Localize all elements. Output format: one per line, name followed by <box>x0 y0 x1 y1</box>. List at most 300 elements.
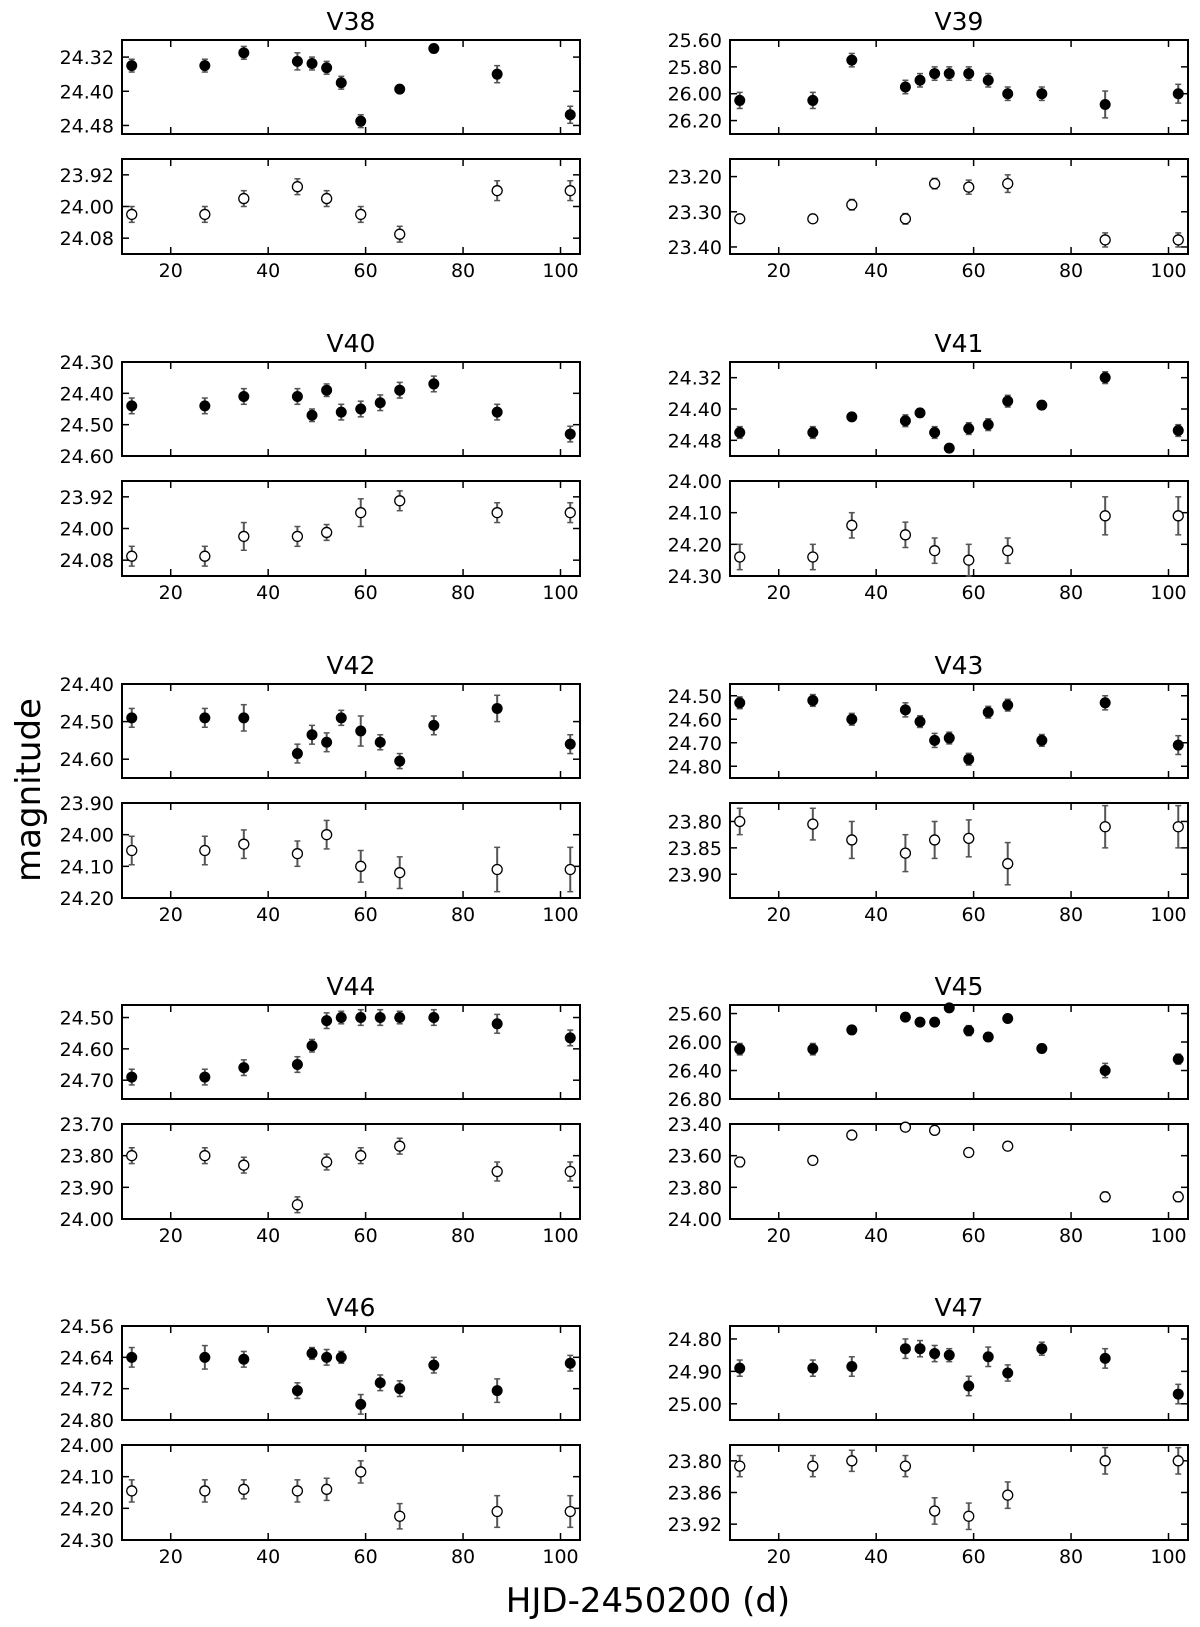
data-point <box>127 1352 137 1362</box>
data-point <box>200 61 210 71</box>
y-tick-label: 24.60 <box>59 749 114 772</box>
x-tick-label: 80 <box>1058 904 1084 926</box>
data-point <box>239 391 249 401</box>
data-point <box>1100 1456 1110 1466</box>
x-tick-label: 20 <box>158 1546 183 1568</box>
data-point <box>492 186 502 196</box>
panels-group <box>60 7 1188 1568</box>
data-point <box>1173 1192 1183 1202</box>
plot-frame <box>122 684 580 778</box>
y-tick-label: 26.80 <box>667 1089 722 1111</box>
y-tick-label: 24.20 <box>59 888 114 910</box>
data-point <box>127 1486 137 1496</box>
data-point <box>900 705 910 715</box>
data-point <box>808 1044 818 1054</box>
y-tick-label: 24.00 <box>59 196 114 219</box>
y-tick-label: 23.80 <box>667 1177 722 1200</box>
plot-frame <box>122 362 580 456</box>
y-tick-label: 24.80 <box>59 1410 114 1432</box>
data-point <box>1003 396 1013 406</box>
data-point <box>292 1200 302 1210</box>
data-point <box>1173 89 1183 99</box>
data-point <box>900 1344 910 1354</box>
data-point <box>808 1155 818 1165</box>
x-tick-label: 100 <box>542 904 579 926</box>
data-point <box>200 551 210 561</box>
data-point <box>336 1013 346 1023</box>
x-tick-label: 20 <box>158 904 183 926</box>
y-tick-label: 24.90 <box>667 1361 722 1384</box>
data-point <box>930 1125 940 1135</box>
data-point <box>395 1013 405 1023</box>
data-point <box>395 229 405 239</box>
data-point <box>565 186 575 196</box>
data-point <box>239 1063 249 1073</box>
data-point <box>492 407 502 417</box>
x-tick-label: 60 <box>353 904 378 926</box>
data-point <box>239 839 249 849</box>
panel-top-v40 <box>60 352 580 468</box>
chart-title-v40: V40 <box>326 329 376 358</box>
data-point <box>1100 698 1110 708</box>
data-point <box>1100 99 1110 109</box>
y-tick-label: 24.60 <box>59 1038 114 1061</box>
data-point <box>735 816 745 826</box>
x-tick-label: 80 <box>1058 260 1084 282</box>
data-point <box>1100 822 1110 832</box>
data-point <box>375 398 385 408</box>
chart-title-v43: V43 <box>934 651 984 680</box>
data-point <box>915 717 925 727</box>
data-point <box>307 730 317 740</box>
data-point <box>735 1461 745 1471</box>
data-point <box>847 1362 857 1372</box>
x-tick-label: 60 <box>353 582 378 604</box>
data-point <box>808 95 818 105</box>
y-tick-label: 24.32 <box>59 47 114 70</box>
y-tick-label: 24.60 <box>59 446 114 468</box>
plot-frame <box>122 1005 580 1099</box>
y-tick-label: 24.10 <box>59 1466 114 1489</box>
data-point <box>322 1352 332 1362</box>
y-tick-label: 24.20 <box>59 1498 114 1521</box>
data-point <box>292 1486 302 1496</box>
y-tick-label: 23.90 <box>667 864 722 887</box>
data-point <box>239 713 249 723</box>
data-point <box>930 1506 940 1516</box>
x-tick-label: 20 <box>766 582 791 604</box>
y-tick-label: 24.08 <box>59 228 114 251</box>
data-point <box>847 1456 857 1466</box>
data-point <box>375 737 385 747</box>
y-tick-label: 24.60 <box>667 709 722 732</box>
data-point <box>292 849 302 859</box>
data-point <box>429 1360 439 1370</box>
data-point <box>239 1484 249 1494</box>
x-tick-label: 80 <box>450 260 476 282</box>
data-point <box>395 756 405 766</box>
x-tick-label: 80 <box>1058 582 1084 604</box>
data-point <box>1100 511 1110 521</box>
plot-frame <box>730 803 1188 898</box>
data-point <box>565 1167 575 1177</box>
data-point <box>127 846 137 856</box>
data-point <box>292 749 302 759</box>
x-tick-label: 100 <box>542 1225 579 1247</box>
data-point <box>900 1461 910 1471</box>
x-tick-label: 80 <box>1058 1225 1084 1247</box>
y-tick-label: 24.00 <box>59 518 114 541</box>
x-tick-label: 100 <box>542 1546 579 1568</box>
data-point <box>964 754 974 764</box>
x-tick-label: 60 <box>961 260 986 282</box>
y-tick-label: 24.40 <box>59 383 114 406</box>
data-point <box>983 1032 993 1042</box>
y-tick-label: 24.40 <box>59 674 114 696</box>
data-point <box>200 713 210 723</box>
y-tick-label: 23.90 <box>59 1177 114 1200</box>
chart-title-v41: V41 <box>934 329 984 358</box>
data-point <box>322 63 332 73</box>
data-point <box>1003 700 1013 710</box>
data-point <box>1003 89 1013 99</box>
x-tick-label: 100 <box>542 582 579 604</box>
y-tick-label: 23.92 <box>59 164 114 187</box>
data-point <box>808 428 818 438</box>
plot-frame <box>730 362 1188 456</box>
data-point <box>395 1511 405 1521</box>
data-point <box>847 412 857 422</box>
data-point <box>900 214 910 224</box>
data-point <box>127 209 137 219</box>
data-point <box>735 95 745 105</box>
y-tick-label: 24.56 <box>59 1316 114 1338</box>
y-tick-label: 24.00 <box>59 824 114 847</box>
data-point <box>808 1363 818 1373</box>
y-tick-label: 23.92 <box>667 1514 722 1537</box>
data-point <box>127 713 137 723</box>
data-point <box>930 735 940 745</box>
data-point <box>944 1003 954 1013</box>
data-point <box>356 726 366 736</box>
data-point <box>1100 1192 1110 1202</box>
data-point <box>1100 235 1110 245</box>
data-point <box>492 703 502 713</box>
data-point <box>735 1044 745 1054</box>
panel-bottom-v43 <box>668 803 1188 926</box>
data-point <box>395 84 405 94</box>
chart-title-v44: V44 <box>326 972 376 1001</box>
data-point <box>322 737 332 747</box>
data-point <box>336 78 346 88</box>
data-point <box>307 1348 317 1358</box>
plot-frame <box>122 803 580 898</box>
data-point <box>200 1352 210 1362</box>
data-point <box>944 443 954 453</box>
data-point <box>356 1399 366 1409</box>
data-point <box>356 209 366 219</box>
plot-frame <box>122 481 580 576</box>
x-tick-label: 40 <box>256 582 281 604</box>
panel-top-v38 <box>60 40 580 137</box>
data-point <box>395 1384 405 1394</box>
data-point <box>322 1484 332 1494</box>
data-point <box>930 1349 940 1359</box>
data-point <box>429 44 439 54</box>
data-point <box>847 200 857 210</box>
chart-title-v39: V39 <box>934 7 984 36</box>
y-tick-label: 24.48 <box>667 430 722 453</box>
data-point <box>307 1041 317 1051</box>
data-point <box>847 1130 857 1140</box>
y-tick-label: 23.40 <box>667 1114 722 1136</box>
panel-top-v47 <box>668 1326 1188 1420</box>
data-point <box>1003 1141 1013 1151</box>
panel-top-v44 <box>60 1005 580 1099</box>
panel-bottom-v42 <box>60 793 580 926</box>
y-tick-label: 24.10 <box>667 502 722 525</box>
panel-bottom-v39 <box>668 159 1188 282</box>
data-point <box>1037 89 1047 99</box>
x-tick-label: 40 <box>864 904 889 926</box>
data-point <box>983 75 993 85</box>
data-point <box>375 1013 385 1023</box>
data-point <box>1100 373 1110 383</box>
x-tick-label: 60 <box>961 1225 986 1247</box>
data-point <box>395 1141 405 1151</box>
y-tick-label: 24.08 <box>59 550 114 573</box>
y-tick-label: 24.50 <box>667 685 722 708</box>
x-tick-label: 20 <box>766 1225 791 1247</box>
data-point <box>322 385 332 395</box>
data-point <box>1037 1344 1047 1354</box>
y-tick-label: 24.40 <box>667 399 722 421</box>
data-point <box>847 835 857 845</box>
data-point <box>964 182 974 192</box>
panel-top-v41 <box>668 362 1188 456</box>
data-point <box>1173 235 1183 245</box>
x-tick-label: 100 <box>542 260 579 282</box>
y-tick-label: 25.60 <box>667 30 722 52</box>
data-point <box>1003 546 1013 556</box>
x-tick-label: 20 <box>158 260 183 282</box>
plot-frame <box>730 1124 1188 1219</box>
data-point <box>565 865 575 875</box>
data-point <box>395 496 405 506</box>
data-point <box>944 733 954 743</box>
data-point <box>1173 1389 1183 1399</box>
data-point <box>1003 1490 1013 1500</box>
data-point <box>200 1486 210 1496</box>
data-point <box>492 1507 502 1517</box>
y-tick-label: 24.30 <box>59 1530 114 1552</box>
data-point <box>307 59 317 69</box>
data-point <box>356 1467 366 1477</box>
y-tick-label: 25.60 <box>667 1003 722 1026</box>
data-point <box>930 69 940 79</box>
data-point <box>930 1017 940 1027</box>
data-point <box>565 739 575 749</box>
data-point <box>900 530 910 540</box>
y-tick-label: 23.85 <box>667 837 722 860</box>
plot-frame <box>730 159 1188 254</box>
x-tick-label: 20 <box>158 582 183 604</box>
y-tick-label: 26.20 <box>667 110 722 133</box>
data-point <box>322 830 332 840</box>
y-tick-label: 25.80 <box>667 56 722 79</box>
y-tick-label: 24.48 <box>59 115 114 138</box>
chart-title-v38: V38 <box>326 7 376 36</box>
y-tick-label: 26.40 <box>667 1060 722 1083</box>
data-point <box>735 552 745 562</box>
y-tick-label: 24.30 <box>667 566 722 588</box>
panel-bottom-v41 <box>668 471 1188 604</box>
x-tick-label: 60 <box>353 260 378 282</box>
plot-frame <box>730 481 1188 576</box>
data-point <box>1037 735 1047 745</box>
data-point <box>127 401 137 411</box>
y-tick-label: 24.70 <box>59 1070 114 1093</box>
panel-top-v43 <box>668 684 1188 778</box>
y-tick-label: 24.70 <box>667 732 722 755</box>
x-tick-label: 80 <box>450 1225 476 1247</box>
data-point <box>930 428 940 438</box>
y-tick-label: 26.00 <box>667 83 722 106</box>
data-point <box>429 379 439 389</box>
data-point <box>292 531 302 541</box>
x-tick-label: 100 <box>1150 260 1187 282</box>
panel-top-v39 <box>668 30 1188 134</box>
data-point <box>239 194 249 204</box>
data-point <box>239 48 249 58</box>
data-point <box>292 1386 302 1396</box>
x-tick-label: 40 <box>864 1546 889 1568</box>
y-tick-label: 23.40 <box>667 236 722 259</box>
data-point <box>1100 1066 1110 1076</box>
data-point <box>1173 822 1183 832</box>
x-tick-label: 100 <box>1150 1546 1187 1568</box>
y-tick-label: 23.90 <box>59 793 114 815</box>
y-axis-label: magnitude <box>9 698 49 882</box>
data-point <box>735 1363 745 1373</box>
x-tick-label: 40 <box>864 1225 889 1247</box>
data-point <box>983 420 993 430</box>
chart-title-v46: V46 <box>326 1293 376 1322</box>
data-point <box>429 1013 439 1023</box>
y-tick-label: 24.80 <box>667 1328 722 1351</box>
data-point <box>1100 1353 1110 1363</box>
data-point <box>1003 1014 1013 1024</box>
data-point <box>964 555 974 565</box>
data-point <box>1173 1054 1183 1064</box>
data-point <box>200 209 210 219</box>
data-point <box>900 1012 910 1022</box>
x-tick-label: 40 <box>256 260 281 282</box>
y-tick-label: 24.64 <box>59 1347 114 1370</box>
x-tick-label: 60 <box>961 904 986 926</box>
plot-frame <box>122 1124 580 1219</box>
panel-top-v46 <box>60 1316 580 1432</box>
x-tick-label: 40 <box>256 1546 281 1568</box>
data-point <box>1173 511 1183 521</box>
x-tick-label: 100 <box>1150 904 1187 926</box>
data-point <box>735 698 745 708</box>
x-tick-label: 40 <box>256 904 281 926</box>
data-point <box>356 861 366 871</box>
data-point <box>375 1378 385 1388</box>
data-point <box>964 1148 974 1158</box>
data-point <box>336 407 346 417</box>
data-point <box>127 1072 137 1082</box>
data-point <box>336 1352 346 1362</box>
plot-frame <box>730 1326 1188 1420</box>
data-point <box>983 1352 993 1362</box>
chart-title-v42: V42 <box>326 651 376 680</box>
data-point <box>292 182 302 192</box>
data-point <box>1003 1368 1013 1378</box>
x-tick-label: 60 <box>353 1225 378 1247</box>
panel-bottom-v46 <box>60 1435 580 1568</box>
data-point <box>915 408 925 418</box>
data-point <box>900 848 910 858</box>
chart-title-v47: V47 <box>934 1293 984 1322</box>
panel-bottom-v38 <box>60 159 580 282</box>
plot-frame <box>122 1326 580 1420</box>
data-point <box>735 1157 745 1167</box>
data-point <box>1173 1456 1183 1466</box>
y-tick-label: 24.30 <box>59 352 114 374</box>
data-point <box>356 116 366 126</box>
x-tick-label: 40 <box>864 582 889 604</box>
data-point <box>492 1167 502 1177</box>
data-point <box>322 1016 332 1026</box>
plot-frame <box>730 1445 1188 1540</box>
data-point <box>292 1060 302 1070</box>
data-point <box>1037 400 1047 410</box>
data-point <box>565 1507 575 1517</box>
data-point <box>127 551 137 561</box>
x-axis-label: HJD-2450200 (d) <box>505 1581 791 1621</box>
data-point <box>930 546 940 556</box>
panel-bottom-v44 <box>60 1114 580 1247</box>
y-tick-label: 25.00 <box>667 1393 722 1416</box>
data-point <box>492 1386 502 1396</box>
data-point <box>307 410 317 420</box>
y-tick-label: 23.30 <box>667 201 722 224</box>
data-point <box>492 508 502 518</box>
y-tick-label: 23.92 <box>59 486 114 509</box>
data-point <box>964 69 974 79</box>
y-tick-label: 23.80 <box>667 811 722 834</box>
data-point <box>1173 426 1183 436</box>
data-point <box>200 1072 210 1082</box>
x-tick-label: 20 <box>766 260 791 282</box>
data-point <box>900 1122 910 1132</box>
data-point <box>356 1151 366 1161</box>
data-point <box>322 194 332 204</box>
data-point <box>200 1151 210 1161</box>
data-point <box>200 401 210 411</box>
y-tick-label: 24.50 <box>59 414 114 437</box>
panel-bottom-v40 <box>60 481 580 604</box>
data-point <box>395 385 405 395</box>
data-point <box>847 55 857 65</box>
data-point <box>944 69 954 79</box>
data-point <box>915 75 925 85</box>
data-point <box>127 61 137 71</box>
data-point <box>200 846 210 856</box>
data-point <box>847 520 857 530</box>
